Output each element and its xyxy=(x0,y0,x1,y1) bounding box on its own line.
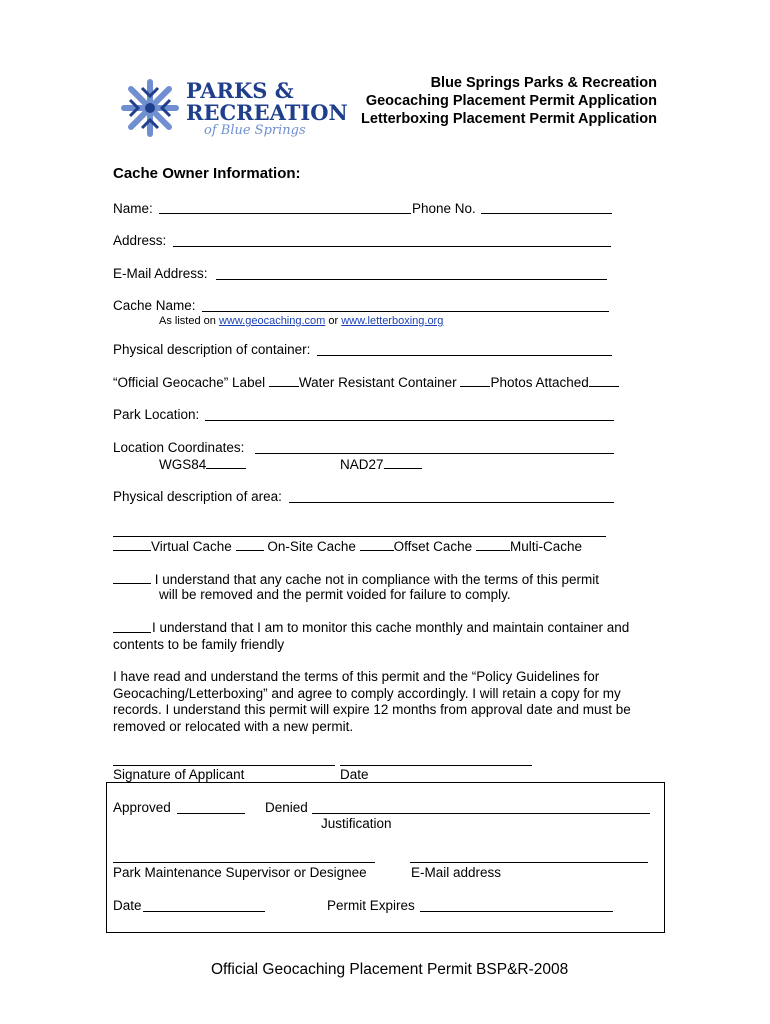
supervisor-line[interactable] xyxy=(113,862,375,863)
permit-expires-field[interactable] xyxy=(420,911,613,912)
geocaching-link[interactable]: www.geocaching.com xyxy=(218,315,326,327)
listed-on-text: As listed on xyxy=(159,315,216,327)
parks-logo xyxy=(118,74,348,144)
office-email-line[interactable] xyxy=(410,862,648,863)
section-title: Cache Owner Information: xyxy=(113,165,301,182)
nad27-text: NAD27 xyxy=(340,457,384,472)
water-resistant-checkbox[interactable] xyxy=(460,374,490,387)
statement-1 xyxy=(113,571,599,588)
offset-cache-text: Offset Cache xyxy=(393,539,473,554)
letterboxing-link[interactable]: www.letterboxing.org xyxy=(341,315,444,327)
nad27-row xyxy=(340,456,422,473)
permit-expires-label: Permit Expires xyxy=(327,898,415,913)
header-line1: Blue Springs Parks & Recreation xyxy=(430,75,657,91)
official-label-checkbox[interactable] xyxy=(269,374,299,387)
logo-line3: of Blue Springs xyxy=(204,123,306,138)
labels-row xyxy=(113,374,619,391)
header-title xyxy=(361,74,657,128)
wgs84-row xyxy=(159,456,246,473)
wgs84-field[interactable] xyxy=(206,456,246,469)
statement-2-text: I understand that I am to monitor this cache monthly and maintain container and contents to be family friendly xyxy=(113,620,630,652)
phone-field[interactable] xyxy=(481,213,612,214)
photos-attached-text: Photos Attached xyxy=(490,375,589,390)
listed-or-text: or xyxy=(328,315,339,327)
office-date-label: Date xyxy=(113,898,142,913)
listed-on-note xyxy=(159,315,443,327)
signature-date-label: Date xyxy=(340,767,369,782)
terms-paragraph: I have read and understand the terms of this permit and the “Policy Guidelines for Geocaching/Letterboxing” and agree to comply accordingly. I will retain a copy for my records. I understand this permit will expire 12 months from approval date and must be removed or relocated with a new permit. xyxy=(113,669,631,734)
official-label-text: “Official Geocache” Label xyxy=(113,375,266,390)
statement-1-line2: will be removed and the permit voided for failure to comply. xyxy=(159,587,511,602)
park-location-label: Park Location: xyxy=(113,407,200,422)
supervisor-label: Park Maintenance Supervisor or Designee xyxy=(113,865,367,880)
cache-name-field[interactable] xyxy=(202,311,609,312)
area-desc-label: Physical description of area: xyxy=(113,489,282,504)
statement-1-initials[interactable] xyxy=(113,571,151,584)
statement-2 xyxy=(113,620,653,653)
signature-label: Signature of Applicant xyxy=(113,767,245,782)
area-desc-field-2[interactable] xyxy=(113,536,606,537)
multi-cache-text: Multi-Cache xyxy=(509,539,582,554)
name-field[interactable] xyxy=(159,213,411,214)
container-desc-field[interactable] xyxy=(317,355,612,356)
signature-line[interactable] xyxy=(113,765,335,766)
snowflake-logo-icon xyxy=(118,76,182,140)
email-field[interactable] xyxy=(216,279,607,280)
name-label: Name: xyxy=(113,201,153,216)
email-label: E-Mail Address: xyxy=(113,266,208,281)
denied-field[interactable] xyxy=(312,813,650,814)
area-desc-field[interactable] xyxy=(289,502,614,503)
park-location-field[interactable] xyxy=(205,420,614,421)
logo-line1: PARKS & xyxy=(186,78,294,103)
multi-cache-checkbox[interactable] xyxy=(476,538,510,551)
nad27-field[interactable] xyxy=(384,456,422,469)
water-resistant-text: Water Resistant Container xyxy=(298,375,457,390)
approved-field[interactable] xyxy=(177,813,245,814)
justification-label: Justification xyxy=(321,816,392,831)
cache-name-label: Cache Name: xyxy=(113,298,196,313)
header-line3: Letterboxing Placement Permit Application xyxy=(361,111,657,127)
onsite-cache-text: On-Site Cache xyxy=(267,539,356,554)
offset-cache-checkbox[interactable] xyxy=(360,538,394,551)
cache-type-row xyxy=(113,538,582,555)
office-email-label: E-Mail address xyxy=(411,865,502,880)
statement-1-line1: I understand that any cache not in compliance with the terms of this permit xyxy=(154,572,599,587)
footer-text: Official Geocaching Placement Permit BSP&R-2008 xyxy=(211,961,569,978)
onsite-cache-checkbox[interactable] xyxy=(236,538,264,551)
logo-line2: RECREATION xyxy=(186,100,348,125)
approved-label: Approved xyxy=(113,800,171,815)
header-line2: Geocaching Placement Permit Application xyxy=(365,93,657,109)
signature-date-line[interactable] xyxy=(340,765,532,766)
virtual-cache-text: Virtual Cache xyxy=(151,539,232,554)
office-date-field[interactable] xyxy=(143,911,265,912)
wgs84-text: WGS84 xyxy=(159,457,207,472)
phone-label: Phone No. xyxy=(412,201,476,216)
denied-label: Denied xyxy=(265,800,308,815)
coordinates-field[interactable] xyxy=(255,453,614,454)
container-desc-label: Physical description of container: xyxy=(113,342,311,357)
address-label: Address: xyxy=(113,233,167,248)
photos-attached-checkbox[interactable] xyxy=(589,374,619,387)
coordinates-label: Location Coordinates: xyxy=(113,440,245,455)
virtual-cache-checkbox[interactable] xyxy=(113,538,151,551)
address-field[interactable] xyxy=(173,246,611,247)
